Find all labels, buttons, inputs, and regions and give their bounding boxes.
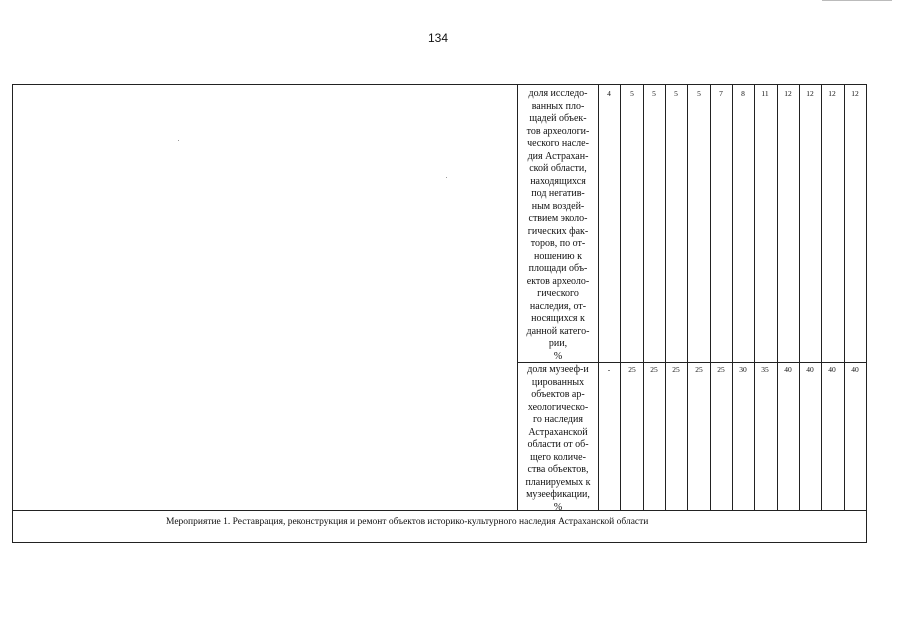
value-cell: 40 [828,365,836,374]
value-column-divider [710,84,711,511]
value-cell: - [607,365,611,374]
value-cell: 12 [784,89,792,98]
table-right-border [866,84,867,543]
value-column-divider [777,84,778,511]
value-cell: 11 [761,89,769,98]
value-cell: 40 [806,365,814,374]
value-cell: 25 [717,365,725,374]
value-cell: 5 [674,89,678,98]
value-column-divider [821,84,822,511]
indicator-1-text: доля исследо- ванных пло- щадей объек- тов археологи- ческого насле- дия Астрахан- ской области, находящихся под негатив- ным воздей- ствием эколо- гических фак- торов, по от- ношению к площади объ- ектов археоло- гического наследия, от- носящихся к данной катего- рии, % [526,88,590,362]
value-column-divider [687,84,688,511]
value-cell: 7 [719,89,723,98]
value-cell: 35 [761,365,769,374]
value-cell: 8 [741,89,745,98]
data-table [12,84,867,544]
value-cell: 5 [630,89,634,98]
table-top-border [12,84,867,85]
table-bottom-border [12,542,867,543]
indicator-col-right-border [598,84,599,511]
table-left-border [12,84,13,543]
value-cell: 12 [828,89,836,98]
value-cell: 25 [672,365,680,374]
value-cell: 5 [697,89,701,98]
value-column-divider [732,84,733,511]
value-cell: 25 [650,365,658,374]
value-cell: 40 [784,365,792,374]
indicator-2-text: доля музееф-и цированных объектов ар- хеологическо- го наследия Астраханской области от об- щего количе- ства объектов, планируемых к музеефикации, % [525,364,591,513]
value-cell: 40 [851,365,859,374]
value-cell: 5 [652,89,656,98]
value-cell: 12 [806,89,814,98]
value-cell: 25 [695,365,703,374]
value-column-divider [620,84,621,511]
value-column-divider [643,84,644,511]
event-row-top-border [12,510,867,511]
value-column-divider [844,84,845,511]
page-number: 134 [428,31,449,45]
value-column-divider [754,84,755,511]
scan-edge-mark [822,0,892,2]
value-column-divider [799,84,800,511]
value-column-divider [665,84,666,511]
value-cell: 30 [739,365,747,374]
event-1-title: Мероприятие 1. Реставрация, реконструкция и ремонт объектов историко-культурного наследия Астраханской области [166,517,649,527]
value-cell: 4 [607,89,611,98]
value-cell: 25 [628,365,636,374]
value-cell: 12 [851,89,859,98]
